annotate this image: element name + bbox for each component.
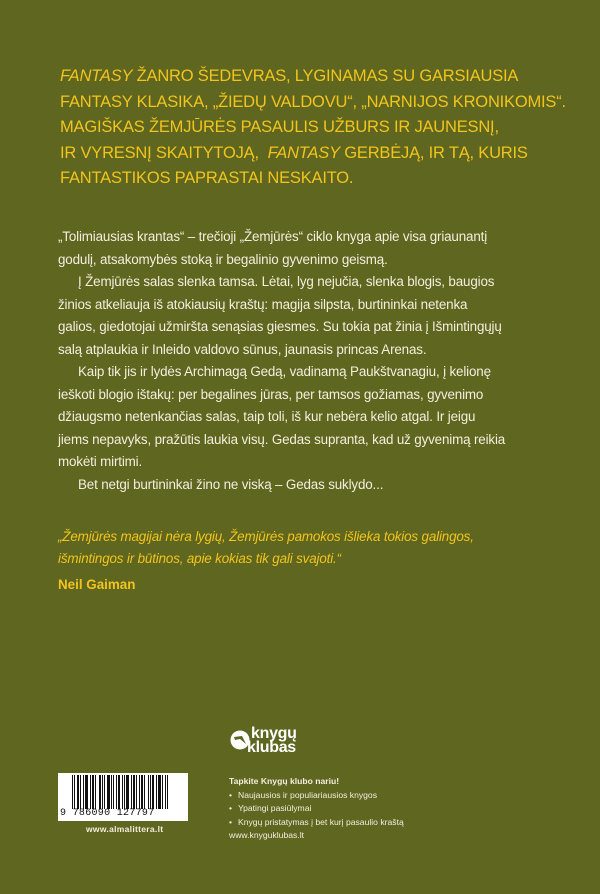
description-line: mokėti mirtimi.	[58, 454, 143, 469]
blurb-text: ŽANRO ŠEDEVRAS, LYGINAMAS SU GARSIAUSIA	[132, 67, 519, 85]
isbn-barcode	[58, 773, 188, 821]
description-line: godulį, atsakomybės stoką ir begalinio gyvenimo geismą.	[58, 251, 388, 267]
quote-author: Neil Gaiman	[58, 577, 136, 592]
blurb-italic: FANTASY	[60, 67, 133, 85]
description-line: Kaip tik jis ir lydės Archimagą Gedą, vadinamą Paukštvanagiu, į kelionę	[78, 364, 491, 379]
description-line: Bet netgi burtininkai žino ne viską – Gedas suklydo...	[78, 476, 384, 492]
description-line: Į Žemjūrės salas slenka tamsa. Lėtai, lyg nejučia, slenka blogis, baugios	[78, 274, 495, 289]
blurb-line	[60, 64, 560, 90]
quote-line: „Žemjūrės magijai nėra lygių, Žemjūrės pamokos išlieka tokios galingos,	[58, 529, 474, 544]
book-club-title	[229, 775, 459, 789]
blurb-line	[60, 141, 560, 167]
book-club-benefit: • Ypatingi pasiūlymai	[229, 802, 459, 816]
description-line: žinios atkeliauja iš atokiausių kraštų: magija silpsta, burtininkai netenka	[58, 296, 468, 312]
review-quote	[58, 526, 558, 570]
book-club-title-text: Tapkite Knygų klubo nariu!	[229, 776, 340, 786]
description-line: „Tolimiausias krantas“ – trečioji „Žemjūrės“ ciklo knyga apie visa griaunantį	[58, 229, 488, 244]
blurb-italic: FANTASY	[267, 143, 340, 162]
description-line: ieškoti blogio ištakų: per begalines jūras, per tamsos gožiamas, gyvenimo	[58, 386, 484, 402]
blurb-line: MAGIŠKAS ŽEMJŪRĖS PASAULIS UŽBURS IR JAUNESNĮ,	[60, 118, 499, 136]
blurb-line: FANTASY KLASIKA, „ŽIEDŲ VALDOVU“, „NARNIJOS KRONIKOMIS“.	[60, 92, 566, 111]
book-club-benefit: • Naujausios ir populiariausios knygos	[229, 789, 459, 803]
cover-blurb	[60, 64, 566, 192]
publisher-website: www.almalittera.lt	[86, 824, 164, 834]
description-line: džiaugsmo netenkančias salas, taip toli, iš kur nebėra kelio atgal. Ir jeigu	[58, 409, 476, 424]
book-club-logo-text	[247, 725, 297, 756]
blurb-text: GERBĖJĄ, IR TĄ, KURIS	[339, 143, 528, 162]
description-line: salą atplaukia ir Inleido valdovo sūnus, jaunasis princas Arenas.	[58, 341, 427, 357]
logo-line-1: knygų	[251, 725, 297, 742]
blurb-text: IR VYRESNĮ SKAITYTOJĄ,	[60, 143, 268, 162]
book-club-logo	[229, 727, 329, 767]
blurb-line: FANTASTIKOS PAPRASTAI NESKAITO.	[60, 169, 354, 187]
logo-line-2: klubas	[247, 739, 296, 756]
book-description	[58, 226, 558, 496]
barcode-bars	[72, 775, 184, 811]
book-club-website: www.knyguklubas.lt	[229, 830, 304, 841]
description-line: jiems nepavyks, pražūtis laukia visų. Gedas supranta, kad už gyvenimą reikia	[58, 431, 506, 447]
description-line: galios, giedotojai užmiršta senąsias giesmes. Su tokia pat žinia į Išmintingųjų	[58, 319, 502, 334]
quote-line: išmintingos ir būtinos, apie kokias tik gali svajoti.“	[58, 551, 341, 566]
book-club-info	[229, 775, 459, 843]
isbn-number: 9 786090 127797	[60, 808, 155, 819]
book-club-benefit: • Knygų pristatymas į bet kurį pasaulio kraštą	[229, 816, 459, 830]
